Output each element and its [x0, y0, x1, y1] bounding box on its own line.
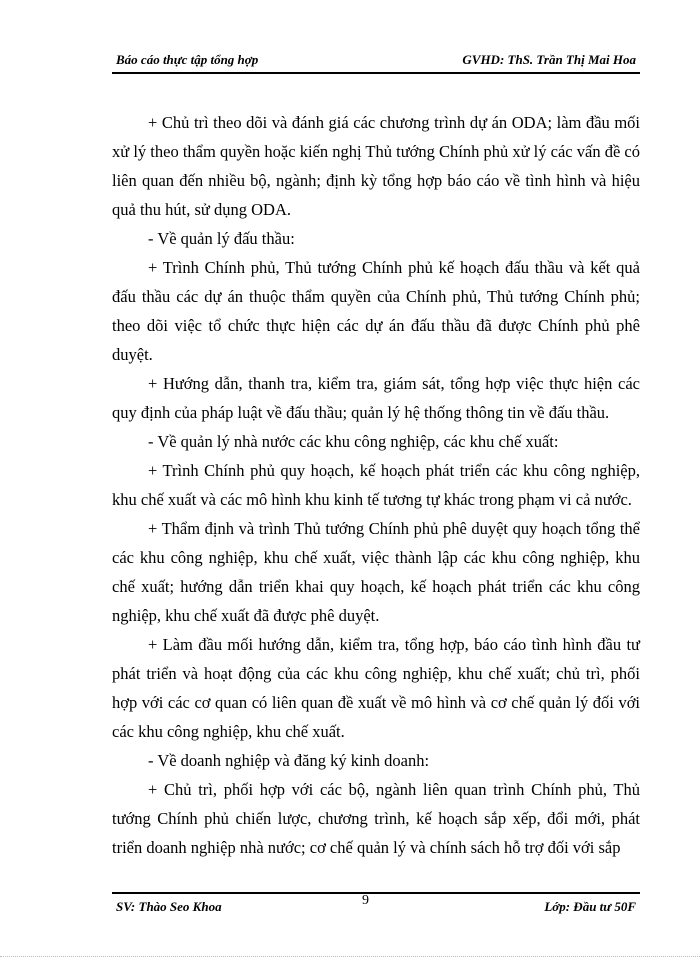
- page-number: 9: [362, 893, 369, 908]
- page-edge-divider: [0, 956, 700, 957]
- paragraph: + Hướng dẫn, thanh tra, kiểm tra, giám sát, tổng hợp việc thực hiện các quy định của pháp luật về đấu thầu; quản lý hệ thống thông tin về đấu thầu.: [112, 374, 640, 422]
- header-supervisor: GVHD: ThS. Trần Thị Mai Hoa: [462, 52, 636, 67]
- body-text: [112, 108, 640, 862]
- paragraph: + Thẩm định và trình Thủ tướng Chính phủ phê duyệt quy hoạch tổng thể các khu công nghiệp, khu chế xuất, việc thành lập các khu công nghiệp, khu chế xuất; hướng dẫn triển khai quy hoạch, kế hoạch phát triển các khu công nghiệp, khu chế xuất đã được phê duyệt.: [112, 519, 640, 625]
- paragraph: - Về doanh nghiệp và đăng ký kinh doanh:: [148, 751, 430, 770]
- paragraph: + Trình Chính phủ, Thủ tướng Chính phủ kế hoạch đấu thầu và kết quả đấu thầu các dự án thuộc thẩm quyền của Chính phủ, Thủ tướng Chính phủ; theo dõi việc tổ chức thực hiện các dự án đấu thầu đã được Chính phủ phê duyệt.: [112, 258, 640, 364]
- paragraph: + Làm đầu mối hướng dẫn, kiểm tra, tổng hợp, báo cáo tình hình đầu tư phát triển và hoạt động của các khu công nghiệp, khu chế xuất; chủ trì, phối hợp với các cơ quan có liên quan đề xuất về mô hình và cơ chế quản lý đối với các khu công nghiệp, khu chế xuất.: [112, 635, 640, 741]
- paragraph: + Chủ trì theo dõi và đánh giá các chương trình dự án ODA; làm đầu mối xử lý theo thẩm quyền hoặc kiến nghị Thủ tướng Chính phủ xử lý các vấn đề có liên quan đến nhiều bộ, ngành; định kỳ tổng hợp báo cáo về tình hình và hiệu quả thu hút, sử dụng ODA.: [112, 113, 640, 219]
- page-header: [112, 50, 640, 74]
- paragraph: + Chủ trì, phối hợp với các bộ, ngành liên quan trình Chính phủ, Thủ tướng Chính phủ chiến lược, chương trình, kế hoạch sắp xếp, đổi mới, phát triển doanh nghiệp nhà nước; cơ chế quản lý và chính sách hỗ trợ đối với sắp: [112, 780, 640, 857]
- paragraph: - Về quản lý đấu thầu:: [148, 229, 295, 248]
- paragraph: + Trình Chính phủ quy hoạch, kế hoạch phát triển các khu công nghiệp, khu chế xuất và các mô hình khu kinh tế tương tự khác trong phạm vi cả nước.: [112, 461, 640, 509]
- footer-student-name: SV: Thào Seo Khoa: [116, 899, 222, 914]
- footer-class: Lớp: Đầu tư 50F: [544, 899, 636, 914]
- paragraph: - Về quản lý nhà nước các khu công nghiệp, các khu chế xuất:: [148, 432, 559, 451]
- header-report-title: Báo cáo thực tập tổng hợp: [116, 52, 259, 67]
- page-footer: [112, 892, 640, 916]
